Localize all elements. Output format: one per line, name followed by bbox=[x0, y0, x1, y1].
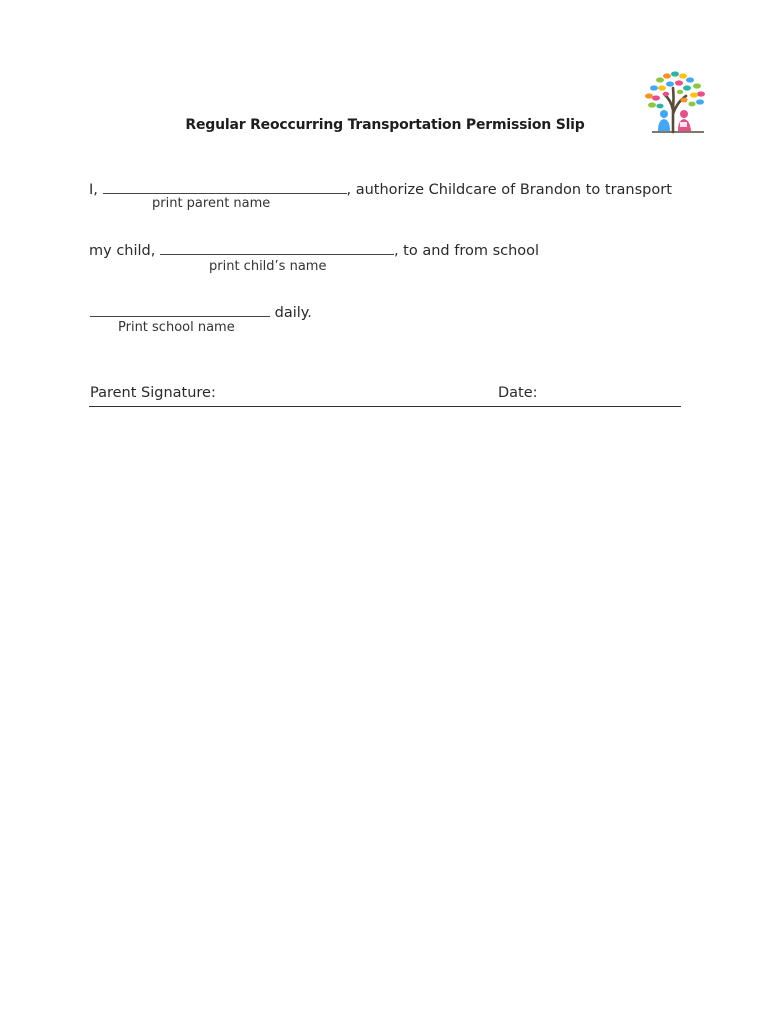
line2-prefix: my child, bbox=[89, 243, 156, 259]
parent-signature-label: Parent Signature: bbox=[90, 385, 216, 401]
child-name-field[interactable] bbox=[160, 240, 394, 255]
parent-name-caption: print parent name bbox=[152, 196, 271, 211]
school-name-line bbox=[90, 302, 312, 321]
school-name-caption: Print school name bbox=[118, 320, 235, 335]
date-label: Date: bbox=[498, 385, 538, 401]
line1-suffix: , authorize Childcare of Brandon to transport bbox=[346, 182, 672, 198]
line2-suffix: , to and from school bbox=[393, 243, 540, 259]
parent-name-field[interactable] bbox=[103, 179, 347, 194]
line1-prefix: I, bbox=[89, 182, 98, 198]
school-name-field[interactable] bbox=[90, 302, 270, 317]
document-title: Regular Reoccurring Transportation Permission Slip bbox=[185, 117, 585, 133]
child-name-line bbox=[89, 240, 539, 259]
line3-suffix: daily. bbox=[274, 305, 312, 321]
child-name-caption: print child’s name bbox=[209, 259, 327, 274]
signature-row[interactable] bbox=[89, 384, 681, 407]
